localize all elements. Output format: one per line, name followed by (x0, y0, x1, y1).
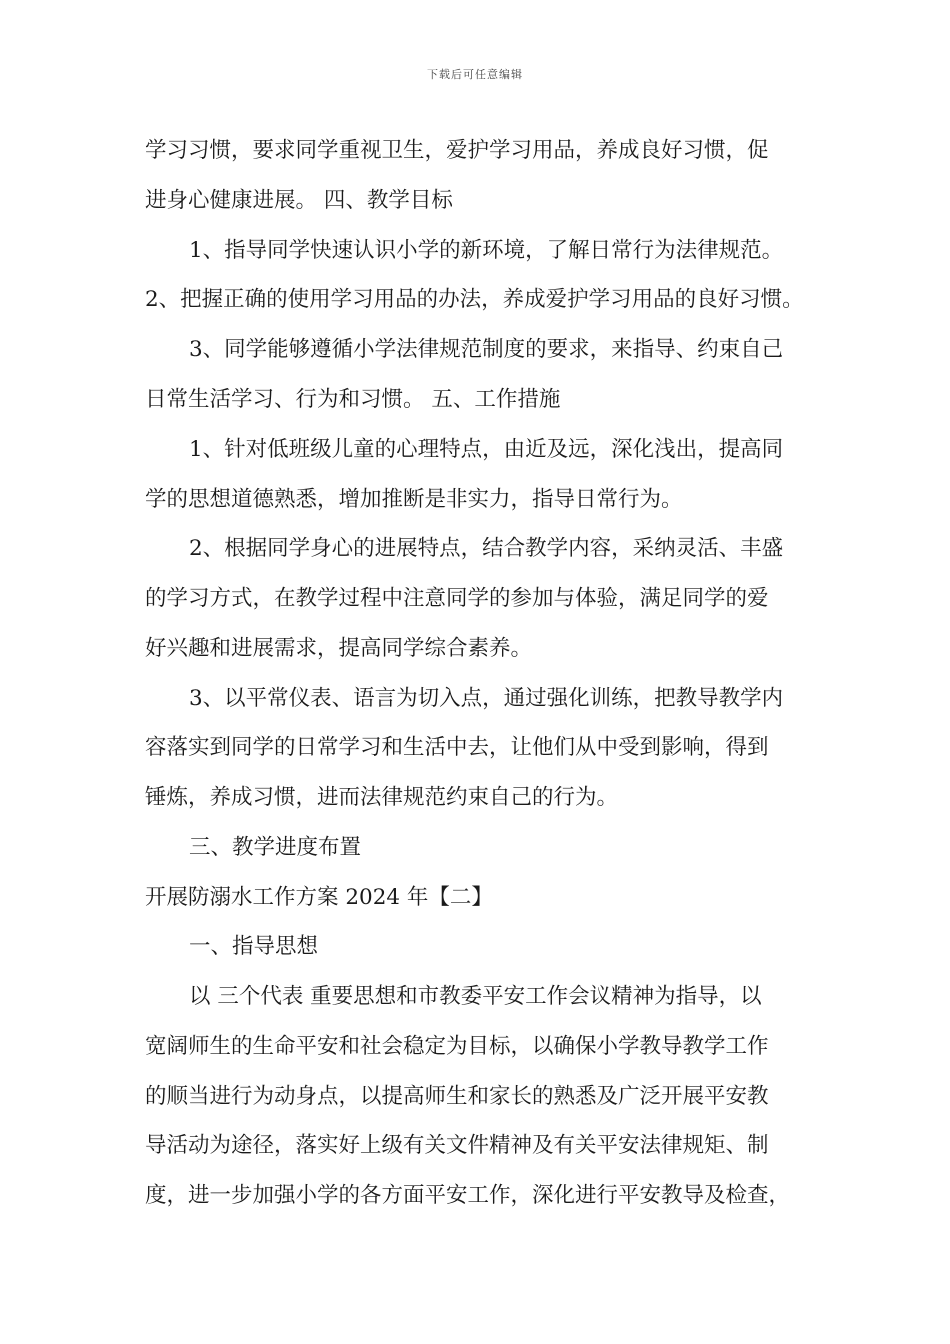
section-heading: 一、指导思想 (189, 934, 319, 959)
paragraph-line: 以 三个代表 重要思想和市教委平安工作会议精神为指导，以 (189, 984, 762, 1009)
paragraph-line: 1、指导同学快速认识小学的新环境，了解日常行为法律规范。 (189, 238, 784, 263)
paragraph-line: 的学习方式，在教学过程中注意同学的参加与体验，满足同学的爱 (145, 586, 769, 611)
paragraph-line: 3、同学能够遵循小学法律规范制度的要求，来指导、约束自己 (189, 337, 784, 362)
page-header: 下载后可任意编辑 (427, 68, 523, 81)
paragraph-line: 2、把握正确的使用学习用品的办法，养成爱护学习用品的良好习惯。 (145, 287, 804, 312)
paragraph-line: 进身心健康进展。 四、教学目标 (145, 188, 453, 213)
paragraph-line: 日常生活学习、行为和习惯。 五、工作措施 (145, 387, 561, 412)
paragraph-line: 1、针对低班级儿童的心理特点，由近及远，深化浅出，提高同 (189, 437, 784, 462)
document-title: 开展防溺水工作方案 2024 年【二】 (145, 885, 493, 910)
paragraph-line: 学的思想道德熟悉，增加推断是非实力，指导日常行为。 (145, 487, 683, 512)
section-heading: 三、教学进度布置 (189, 835, 362, 860)
paragraph-line: 度，进一步加强小学的各方面平安工作，深化进行平安教导及检查， (145, 1183, 791, 1208)
paragraph-line: 3、以平常仪表、语言为切入点，通过强化训练，把教导教学内 (189, 686, 784, 711)
paragraph-line: 2、根据同学身心的进展特点，结合教学内容，采纳灵活、丰盛 (189, 536, 784, 561)
paragraph-line: 的顺当进行为动身点，以提高师生和家长的熟悉及广泛开展平安教 (145, 1084, 769, 1109)
paragraph-line: 锤炼，养成习惯，进而法律规范约束自己的行为。 (145, 785, 619, 810)
paragraph-line: 宽阔师生的生命平安和社会稳定为目标，以确保小学教导教学工作 (145, 1034, 769, 1059)
paragraph-line: 导活动为途径，落实好上级有关文件精神及有关平安法律规矩、制 (145, 1133, 769, 1158)
paragraph-line: 学习习惯，要求同学重视卫生，爱护学习用品，养成良好习惯，促 (145, 138, 769, 163)
paragraph-line: 好兴趣和进展需求，提高同学综合素养。 (145, 636, 533, 661)
paragraph-line: 容落实到同学的日常学习和生活中去，让他们从中受到影响，得到 (145, 735, 769, 760)
